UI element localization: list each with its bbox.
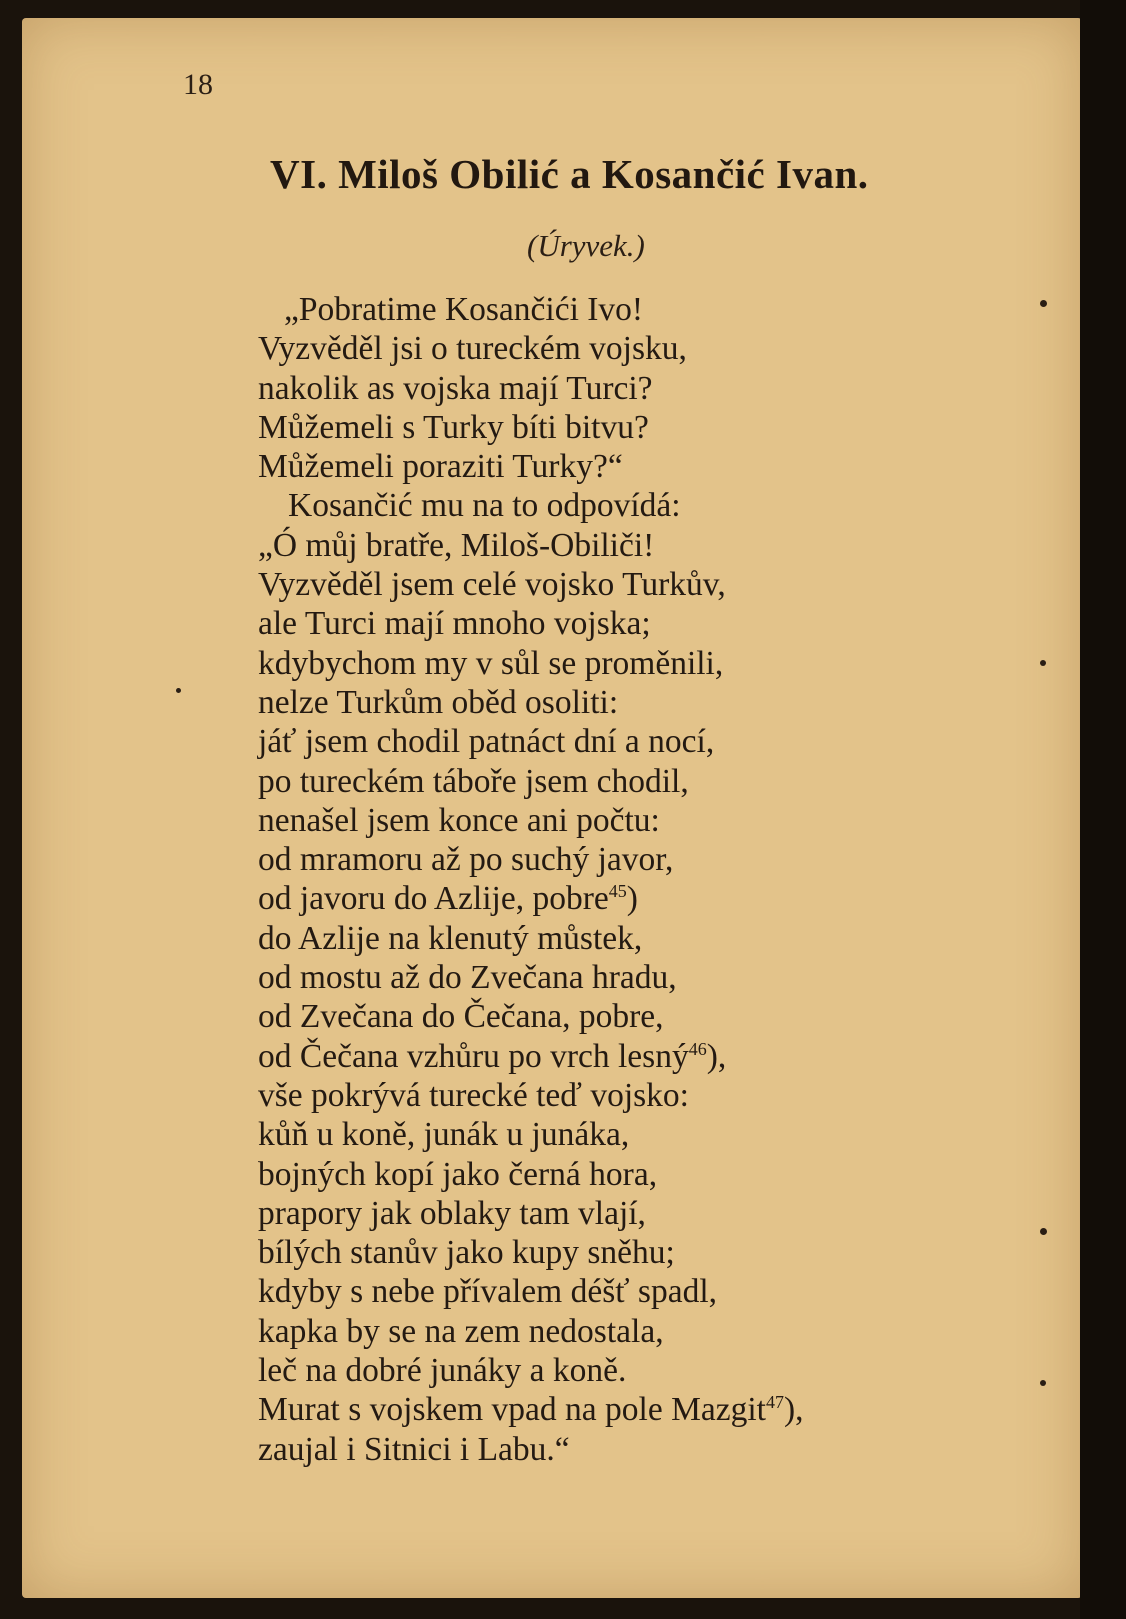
footnote-close: ),	[706, 1037, 727, 1075]
poem-line	[258, 526, 804, 565]
poem-line-text: „Pobratime Kosančići Ivo!	[284, 291, 644, 328]
poem-line-text: Vyzvěděl jsem celé vojsko Turkův,	[258, 566, 726, 604]
poem-line-text: nakolik as vojska mají Turci?	[258, 369, 653, 407]
margin-speck	[1040, 1380, 1046, 1386]
poem-line-text: od mramoru až po suchý javor,	[258, 841, 674, 879]
footnote-marker: 47	[765, 1392, 784, 1413]
margin-speck	[176, 688, 181, 693]
page-number: 18	[183, 68, 213, 101]
poem-line	[258, 408, 804, 447]
footnote-close: )	[626, 880, 638, 918]
poem-line	[258, 1312, 804, 1351]
poem-line-text: nelze Turkům oběd osoliti:	[258, 683, 619, 721]
chapter-subtitle: (Úryvek.)	[527, 228, 645, 263]
poem-line-text: Murat s vojskem vpad na pole Mazgit	[258, 1391, 766, 1429]
poem-line-text: jáť jsem chodil patnáct dní a nocí,	[258, 723, 715, 761]
poem-line-text: Můžemeli poraziti Turky?“	[258, 448, 623, 486]
footnote-marker: 46	[688, 1038, 707, 1059]
poem-line	[258, 1076, 804, 1115]
poem-line	[258, 1351, 804, 1390]
poem-line-text: „Ó můj bratře, Miloš-Obiliči!	[258, 526, 655, 564]
poem-line-text: Vyzvěděl jsi o tureckém vojsku,	[258, 330, 687, 368]
chapter-title: VI. Miloš Obilić a Kosančić Ivan.	[270, 151, 869, 197]
footnote-marker: 45	[608, 881, 627, 902]
poem-line-text: bojných kopí jako černá hora,	[258, 1155, 658, 1193]
poem-line	[258, 1430, 804, 1469]
poem-line-text: bílých stanův jako kupy sněhu;	[258, 1234, 675, 1272]
poem-line-text: kdybychom my v sůl se proměnili,	[258, 644, 724, 682]
poem-line	[258, 486, 804, 525]
poem-line-text: kdyby s nebe přívalem déšť spadl,	[258, 1273, 718, 1311]
footnote-close: ),	[783, 1391, 804, 1429]
poem-line	[258, 290, 804, 329]
poem-line	[258, 1194, 804, 1233]
page-edge-shadow	[1080, 0, 1126, 1619]
poem-line-text: vše pokrývá turecké teď vojsko:	[258, 1076, 689, 1114]
poem-line-text: Kosančić mu na to odpovídá:	[288, 487, 681, 525]
margin-speck	[1040, 660, 1046, 666]
poem-line-text: kapka by se na zem nedostala,	[258, 1312, 664, 1350]
poem-line	[258, 683, 804, 722]
poem-line-text: od Čečana vzhůru po vrch lesný	[258, 1037, 689, 1075]
poem-line	[258, 919, 804, 958]
margin-speck	[1040, 1228, 1047, 1235]
poem-line-text: zaujal i Sitnici i Labu.“	[258, 1430, 570, 1468]
poem-line	[258, 644, 804, 683]
poem-line	[258, 447, 804, 486]
poem-line	[258, 1390, 804, 1429]
poem-line-text: od Zvečana do Čečana, pobre,	[258, 998, 664, 1036]
margin-speck	[1040, 300, 1047, 307]
poem-line-text: po tureckém táboře jsem chodil,	[258, 762, 689, 800]
poem-line	[258, 1037, 804, 1076]
poem-line	[258, 1272, 804, 1311]
poem-line-text: od mostu až do Zvečana hradu,	[258, 959, 677, 997]
poem-line	[258, 604, 804, 643]
poem-line	[258, 801, 804, 840]
poem-line	[258, 762, 804, 801]
poem-line	[258, 1155, 804, 1194]
poem-line	[258, 958, 804, 997]
poem-text	[258, 290, 804, 1469]
poem-line-text: leč na dobré junáky a koně.	[258, 1352, 627, 1390]
poem-line	[258, 997, 804, 1036]
poem-line-text: kůň u koně, junák u junáka,	[258, 1116, 630, 1154]
poem-line	[258, 722, 804, 761]
poem-line-text: prapory jak oblaky tam vlají,	[258, 1194, 646, 1232]
poem-line	[258, 1233, 804, 1272]
poem-line-text: od javoru do Azlije, pobre	[258, 880, 609, 918]
poem-line-text: Můžemeli s Turky bíti bitvu?	[258, 408, 649, 446]
poem-line-text: do Azlije na klenutý můstek,	[258, 919, 643, 957]
poem-line	[258, 329, 804, 368]
poem-line	[258, 565, 804, 604]
poem-line	[258, 879, 804, 918]
poem-line	[258, 1115, 804, 1154]
poem-line	[258, 369, 804, 408]
poem-line-text: ale Turci mají mnoho vojska;	[258, 605, 651, 643]
poem-line	[258, 840, 804, 879]
poem-line-text: nenašel jsem konce ani počtu:	[258, 801, 660, 839]
